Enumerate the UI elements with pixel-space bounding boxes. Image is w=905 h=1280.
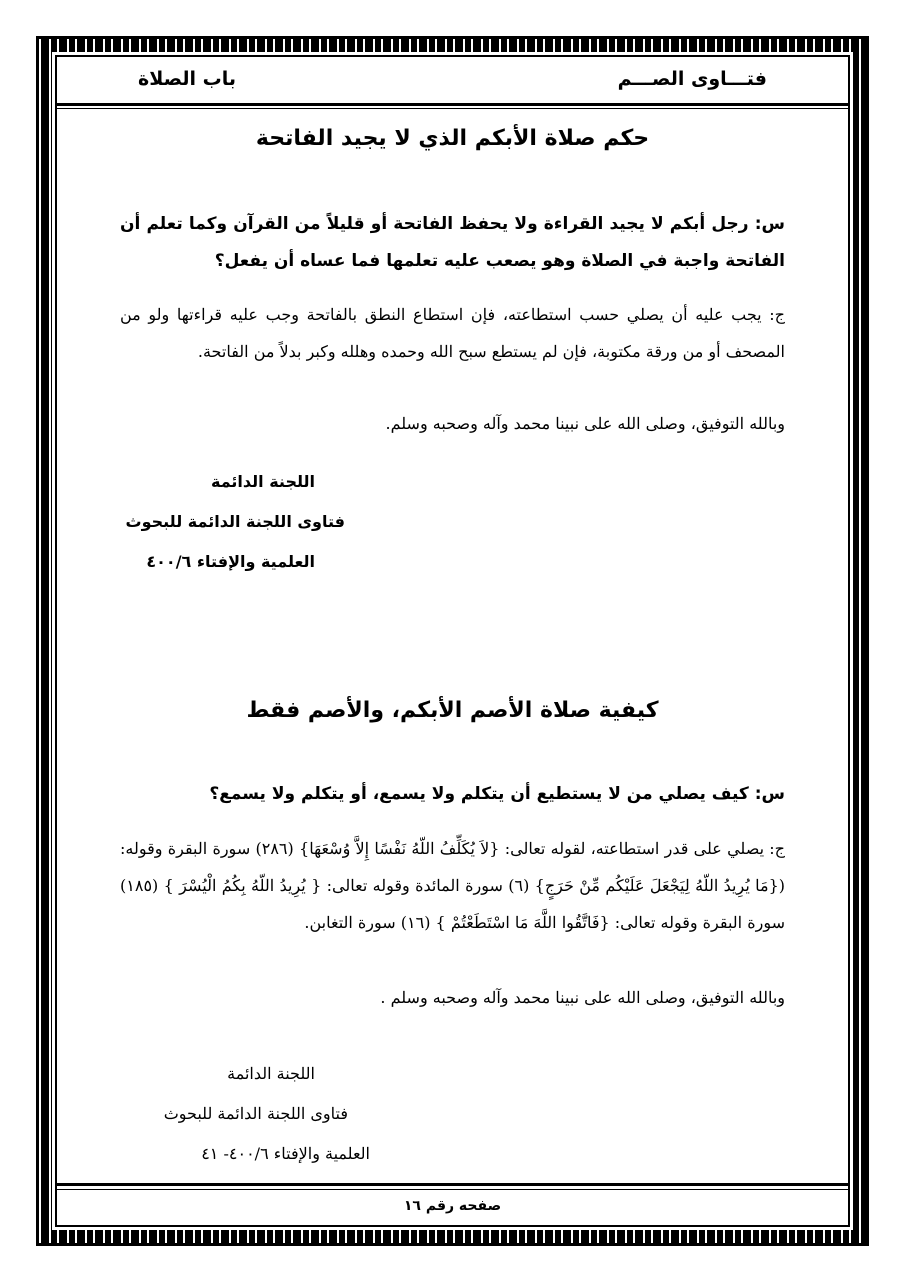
- header-book-title: فتـــاوى الصـــم: [617, 68, 767, 90]
- header-divider-thin: [55, 108, 850, 109]
- section2-signature: [164, 1054, 370, 1174]
- footer-divider-thin: [55, 1189, 850, 1190]
- section2-answer: ج: يصلي على قدر استطاعته، لقوله تعالى: {لاَ يُكَلِّفُ اللّهُ نَفْسًا إِلاَّ وُسْعَهَا} (٢٨٦) سورة البقرة وقوله: ({مَا يُرِيدُ اللّهُ لِيَجْعَلَ عَلَيْكُم مِّنْ حَرَجٍ} (٦) سورة المائدة وقوله تعالى: { يُرِيدُ اللّهُ بِكُمُ الْيُسْرَ } (١٨٥) سورة البقرة وقوله تعالى: {فَاتَّقُوا اللَّهَ مَا اسْتَطَعْتُمْ } (١٦) سورة التغابن.: [120, 839, 786, 932]
- signature-reference: العلمية والإفتاء ٤٠٠/٦: [146, 552, 315, 571]
- header-chapter-title: باب الصلاة: [138, 68, 236, 90]
- section1-title: حكم صلاة الأبكم الذي لا يجيد الفاتحة: [255, 126, 650, 151]
- section1-question: س: رجل أبكم لا يجيد القراءة ولا يحفظ الفاتحة أو قليلاً من القرآن وكما تعلم أن الفاتحة واجبة في الصلاة وهو يصعب عليه تعلمها فما عساه أن يفعل؟: [120, 214, 785, 271]
- signature-source: فتاوى اللجنة الدائمة للبحوث: [125, 512, 345, 531]
- section1-answer: ج: يجب عليه أن يصلي حسب استطاعته، فإن استطاع النطق بالفاتحة وجب عليه قراءتها ولو من المصحف أو من ورقة مكتوبة، فإن لم يستطع سبح الله وحمده وهلله وكبر بدلاً من الفاتحة.: [120, 305, 785, 361]
- signature-reference: العلمية والإفتاء ٤٠٠/٦- ٤١: [201, 1144, 370, 1163]
- signature-committee: اللجنة الدائمة: [210, 472, 315, 491]
- section1-signature: [126, 462, 346, 582]
- signature-committee: اللجنة الدائمة: [227, 1064, 315, 1083]
- section2-title: كيفية صلاة الأصم الأبكم، والأصم فقط: [246, 698, 659, 723]
- section1-closing: وبالله التوفيق، وصلى الله على نبينا محمد وآله وصحبه وسلم.: [385, 414, 785, 433]
- footer-divider: [55, 1183, 850, 1186]
- signature-source: فتاوى اللجنة الدائمة للبحوث: [163, 1104, 348, 1123]
- section2-closing: وبالله التوفيق، وصلى الله على نبينا محمد وآله وصحبه وسلم .: [380, 988, 785, 1007]
- header-divider: [55, 103, 850, 106]
- section2-question: س: كيف يصلي من لا يستطيع أن يتكلم ولا يسمع، أو يتكلم ولا يسمع؟: [209, 784, 785, 804]
- page-number: صفحه رقم ١٦: [403, 1198, 502, 1214]
